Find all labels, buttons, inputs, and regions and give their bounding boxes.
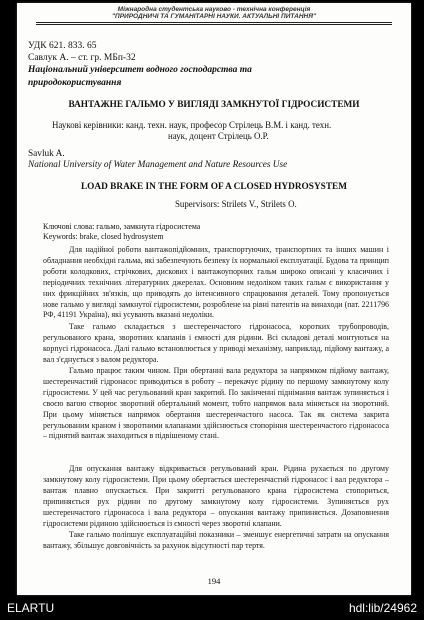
keywords-ua: Ключові слова: гальмо, замкнута гідросистема — [43, 222, 201, 231]
body-paragraph: Таке гальмо складається з шестеренчастого гідронасоса, коротких трубопроводів, регульованого крана, зворотних клапанів і ємності для рідини. Всі складові деталі монтуються на корпусі гідронасоса. Далі гальмо встановлюється у приводі механізму, наприклад, підйому вантажу, а вал з'єднується з валом редуктора. — [43, 322, 389, 364]
affiliation-ua-line-2: природокористування — [28, 78, 122, 88]
viewer-footer-bar — [0, 598, 424, 620]
conference-title-line-2: "ПРИРОДНИЧІ ТА ГУМАНІТАРНІ НАУКИ. АКТУАЛЬНІ ПИТАННЯ" — [111, 13, 317, 20]
handle-identifier[interactable]: hdl:lib/24962 — [348, 601, 417, 615]
udc-code: УДК 621. 833. 65 — [28, 41, 97, 51]
body-paragraph: Для надійної роботи вантажопідйомних, транспортуючих, транспортних та інших машин і обладнання необхідні гальма, які забезпечують безпеку їх нормальної експлуатації. Будова та принцип роботи колодкових, стрічкових, дискових і вантажоупорних гальм широко описані у класичних і періодичних технічних літературних джерелах. Основним недоліком таких гальм є використання у них фрикційних зв'язків, що приводять до інтенсивного спрацювання деталей. Тому пропонується нове гальмо у вигляді замкнутої гідросистеми, розроблене на рівні патентів на винаходи (пат. 2211796 РФ, 41191 Україна), які усувають вказані недоліки. — [43, 245, 389, 320]
document-page — [17, 3, 411, 595]
body-paragraph: Гальмо працює таким чином. При обертанні вала редуктора за напрямком підйому вантажу, шестеренчастий гідронасос приводиться в роботу – перекачує рідину по першому замкнутому колу гідросистеми. У цей час регульований кран закритий. По закінченні піднімання вантаж зупиняється і своєю вагою створює зворотний обертальний момент, тобто напрямок вала міняється на зворотний. При цьому міняється напрямок обертання шестеренчастого насоса. Так як система закрита регульованим краном і зворотними клапанами здійснюється стопоріння шестеренчастого гідронасоса – піднятий вантаж знаходиться в підвішеному стані. — [43, 366, 389, 441]
body-paragraph: Для опускання вантажу відкривається регульований кран. Рідина рухається по другому замкнутому колу гідросистеми. При цьому обертається шестеренчастий гідронасос і вал редуктора – вантаж плавно опускається. При закритті регульованого крана гідросистема стопориться, припиняється рух рідини по другому замкнутому колу гідросистеми. Зупиняється рух шестеренчастого гідронасоса і вала редуктора – опускання вантажу припиняється. Дозаповнення гідросистеми рідиною здійснюється із ємності через зворотні клапани. — [43, 464, 389, 528]
repository-name: ELARTU — [7, 601, 55, 615]
body-paragraph: Таке гальмо поліпшує експлуатаційні показники – зменшує енергетичні затрати на опускання вантажу, збільшує довговічність за рахунок відсутності пар тертя. — [43, 530, 389, 550]
affiliation-en: National University of Water Management and Nature Resources Use — [28, 160, 288, 170]
header-rule — [36, 22, 392, 23]
title-ua: ВАНТАЖНЕ ГАЛЬМО У ВИГЛЯДІ ЗАМКНУТОЇ ГІДРОСИСТЕМИ — [68, 100, 360, 110]
supervisors-ua-line-1: Наукові керівники: канд. техн. наук, професор Стрілець В.М. і канд. техн. — [52, 120, 332, 130]
conference-title-line-1: Міжнародна студентська науково - технічна конференція — [117, 6, 311, 13]
author-en: Savluk A. — [28, 149, 65, 159]
supervisors-en: Supervisors: Strilets V., Strilets O. — [175, 199, 297, 209]
page-number: 194 — [207, 576, 221, 586]
affiliation-ua-line-1: Національний університет водного господарства та — [28, 65, 252, 75]
author-ua: Савлук А. – ст. гр. МБп-32 — [28, 53, 136, 63]
header-rule-thin — [36, 24, 392, 25]
keywords-en: Keywords: brake, closed hydrosystem — [43, 232, 164, 241]
title-en: LOAD BRAKE IN THE FORM OF A CLOSED HYDROSYSTEM — [80, 182, 348, 192]
supervisors-ua-line-2: наук, доцент Стрілець О.Р. — [168, 131, 269, 141]
